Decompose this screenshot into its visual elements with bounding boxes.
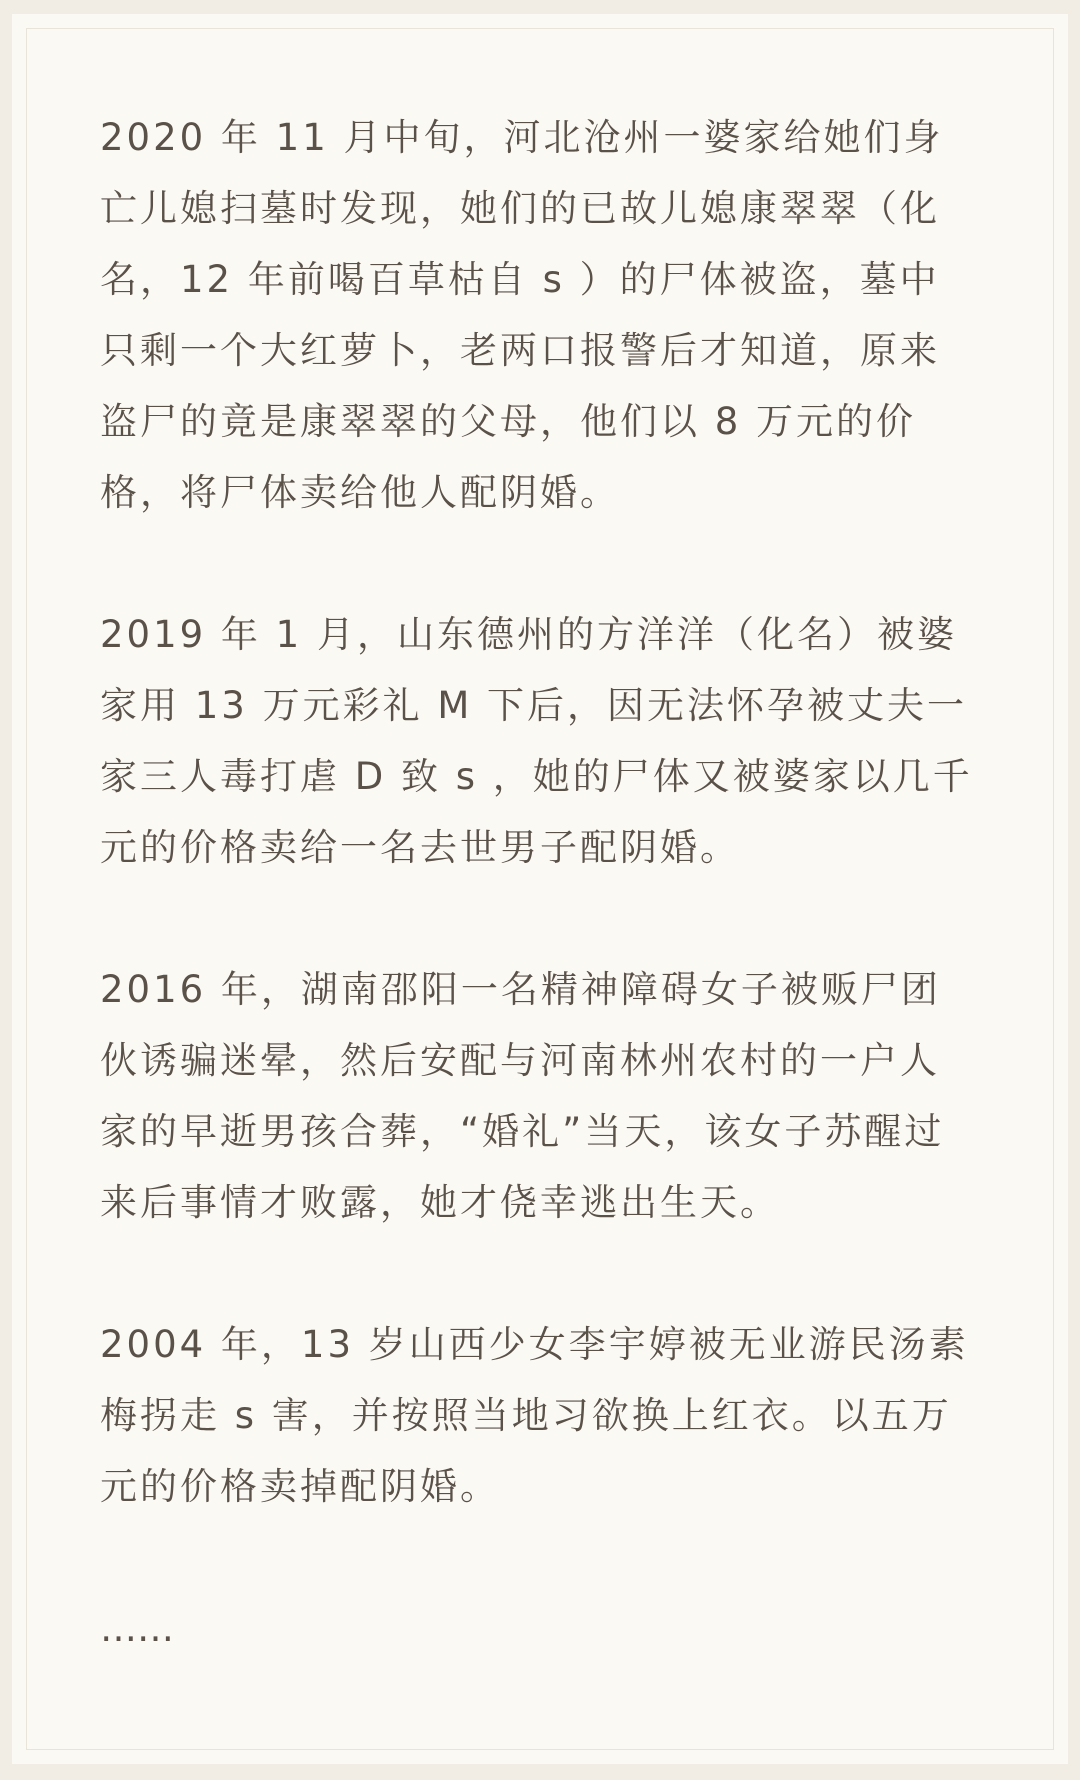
paragraph-2004: 2004 年，13 岁山西少女李宇婷被无业游民汤素梅拐走 s 害，并按照当地习欲换上红衣。以五万元的价格卖掉配阴婚。	[100, 1323, 969, 1508]
paragraph-2019: 2019 年 1 月，山东德州的方洋洋（化名）被婆家用 13 万元彩礼 M 下后，因无法怀孕被丈夫一家三人毒打虐 D 致 s ，她的尸体又被婆家以几千元的价格卖给一名去世男子配阴婚。	[100, 613, 973, 869]
article-body	[100, 102, 978, 1664]
paragraph-2020: 2020 年 11 月中旬，河北沧州一婆家给她们身亡儿媳扫墓时发现，她们的已故儿媳康翠翠（化名，12 年前喝百草枯自 s ）的尸体被盗，墓中只剩一个大红萝卜，老两口报警后才知道，原来盗尸的竟是康翠翠的父母，他们以 8 万元的价格，将尸体卖给他人配阴婚。	[100, 116, 944, 514]
paragraph-2016: 2016 年，湖南邵阳一名精神障碍女子被贩尸团伙诱骗迷晕，然后安配与河南林州农村的一户人家的早逝男孩合葬，“婚礼”当天，该女子苏醒过来后事情才败露，她才侥幸逃出生天。	[100, 968, 945, 1224]
ellipsis-text: ……	[100, 1607, 174, 1650]
